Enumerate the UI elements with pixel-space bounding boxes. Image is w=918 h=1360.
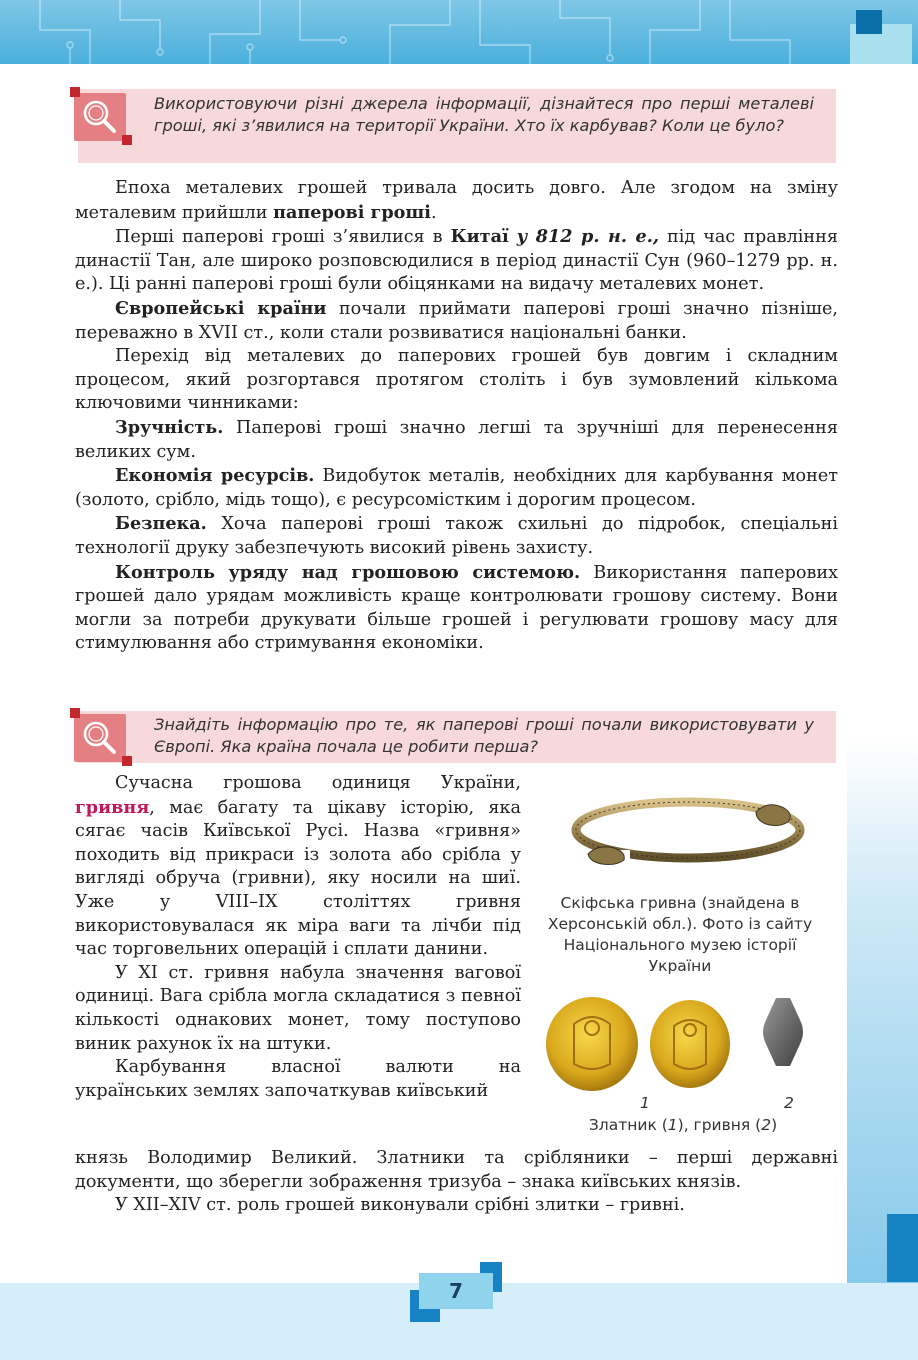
bold-term: Економія ресурсів. [115,465,315,487]
page-number: 7 [419,1273,493,1309]
paragraph [75,416,838,464]
text-span: почали приймати паперові гроші значно пізніше, переважно в XVII ст., коли стали розвиватися національні банки. [75,298,838,343]
search-magnifier-icon [74,714,126,762]
bold-term: Зручність. [115,416,224,438]
emphasis-text [517,226,659,247]
figure-2-label-2: 2 [784,1094,794,1112]
hryvnia-section-left [75,772,521,1103]
paragraph: князь Володимир Великий. Златники та срібляники – перші державні документи, що зберегли зображення тризуба – знака київських князів. [75,1148,838,1192]
text-span: Видобуток металів, необхідних для карбування монет (золото, срібло, мідь тощо), є ресурсомістким і дорогим процесом. [75,466,838,510]
bold-term: Китаї [450,226,509,248]
highlight-word: гривня [75,796,150,818]
paragraph [75,512,838,560]
text-span: Хоча паперові гроші також схильні до підробок, спеціальні технології друку забезпечують високий рівень захисту. [75,514,838,558]
bold-term: паперові гроші [273,201,431,223]
caption-text: ), гривня ( [677,1116,762,1134]
paragraph [75,297,838,345]
paragraph [75,225,838,297]
figure-2-caption [560,1115,806,1136]
paragraph [75,345,838,416]
text-span: . [430,202,437,223]
task-box-1 [78,89,836,163]
caption-text: Златник ( [588,1116,668,1134]
scythian-torc-image [560,790,810,882]
bold-term: Безпека. [115,513,207,535]
text-span: під час правління династії Тан, але широко розповсюдилися в період династії Сун (960–1279 рр. н. е.). Ці ранні паперові гроші були обіцянками на видачу металевих монет. [75,227,838,295]
paragraph [75,772,521,962]
text-span: Перші паперові гроші з’явилися в [115,227,451,248]
search-magnifier-icon [74,93,126,141]
task-box-2 [78,711,836,763]
side-decor-block [887,1214,918,1282]
bold-term: Контроль уряду над грошовою системою. [115,561,581,583]
text-span: Сучасна грошова одиниця України, [115,773,521,793]
zlatnyk-coins-image [544,994,834,1092]
text-span: Паперові гроші значно легші та зручніші для перенесення великих сум. [75,417,838,462]
caption-number: 1 [667,1116,678,1134]
paragraph [75,561,838,656]
text-span: Перехід від металевих до паперових грошей був довгим і складним процесом, який розгортався протягом століть і був зумовлений кількома ключовими чинниками: [75,346,838,414]
paragraph [75,177,838,225]
side-decor-strip [847,738,918,1283]
text-span: Використання паперових грошей дало урядам можливість краще контролювати грошову систему. Вони могли за потреби друкувати більше грошей і регулювати грошову масу для стимулювання або стримування економіки. [75,562,839,654]
paragraph: У XI ст. гривня набула значення вагової одиниці. Вага срібла могла складатися з певної кількості однакових монет, тому поступово виник рахунок їх на штуки. [75,962,521,1054]
task-2-text: Знайдіть інформацію про те, як паперові гроші почали використовувати у Європі. Яка країна почала це робити перша? [154,715,814,756]
paragraph: У XII–XIV ст. роль грошей виконували срібні злитки – гривні. [115,1195,685,1216]
caption-number: 2 [761,1116,772,1134]
italic-text: у 812 р. н. е., [516,226,659,248]
bold-term: Європейські країни [115,297,327,319]
figure-1-caption: Скіфська гривна (знайдена в Херсонській обл.). Фото із сайту Національного музею історії України [547,894,813,975]
text-span: , має багату та цікаву історію, яка сягає часів Київської Русі. Назва «гривня» походить від прикраси із золота або срібла у вигляді обруча (гривни), яку носили на шиї. Уже у VIII–IX століттях гривня використовувалася як міра ваги та лічби під час торговельних операцій і сплати данини. [75,797,521,960]
hryvnia-section-continuation [75,1147,838,1218]
header-decor-square [856,10,882,34]
circuit-pattern [0,0,918,64]
header-banner [0,0,918,64]
paragraph [75,464,838,512]
figure-2-label-1: 1 [640,1094,650,1112]
task-1-text: Використовуючи різні джерела інформації, дізнайтеся про перші металеві гроші, які з’явилися на території України. Хто їх карбував? Коли це було? [154,94,814,135]
caption-text: ) [771,1116,778,1134]
main-text [75,177,838,656]
text-span [509,227,517,247]
text-span: Епоха металевих грошей тривала досить довго. Але згодом на зміну металевим прийшли [75,178,838,223]
paragraph: Карбування власної валюти на українських землях започаткував київський [75,1057,521,1101]
